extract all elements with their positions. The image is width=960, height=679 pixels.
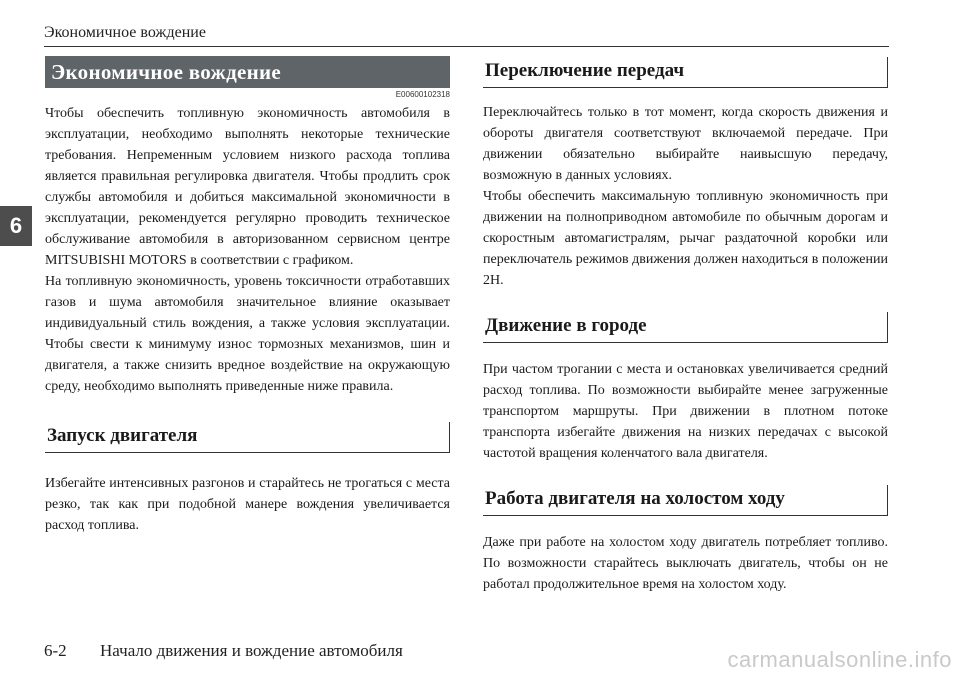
header-rule [44, 46, 889, 47]
running-head-title: Экономичное вождение [44, 24, 206, 41]
gear-shift-text: Переключайтесь только в тот момент, когда скорость движения и обороты двигателя соответствуют включаемой передаче. При движении обязательно выбирайте наивысшую передачу, возможную в данных условиях. Чтобы обеспечить максимальную топливную экономичность при движении на полноприводном автомобиле по обычным дорогам и скоростным автомагистралям, рычаг раздаточной коробки или переключатель режимов движения должен находиться в положении 2H. [483, 105, 888, 288]
section-heading-gear-shift [483, 56, 888, 88]
chapter-tab: 6 [0, 206, 32, 246]
document-code: E00600102318 [395, 90, 450, 99]
main-title-bar [45, 56, 450, 88]
section-heading-engine-start [45, 421, 450, 453]
right-column [483, 56, 888, 595]
section-heading-city-driving [483, 311, 888, 343]
footer-section-title: Начало движения и вождение автомобиля [100, 641, 403, 660]
city-driving-heading: Движение в городе [485, 315, 647, 336]
gear-shift-heading: Переключение передач [485, 60, 685, 81]
idling-heading: Работа двигателя на холостом ходу [485, 488, 785, 509]
engine-start-text: Избегайте интенсивных разгонов и старайтесь не трогаться с места резко, так как при подобной манере вождения увеличивается расход топлива. [45, 476, 450, 533]
left-column [45, 56, 450, 536]
watermark-text: carmanualsonline.info [727, 647, 952, 672]
idling-text: Даже при работе на холостом ходу двигатель потребляет топливо. По возможности старайтесь выключать двигатель, чтобы он не работал продолжительное время на холостом ходу. [483, 535, 888, 592]
page-number: 6-2 [44, 641, 67, 660]
section-heading-idling [483, 484, 888, 516]
city-driving-text: При частом трогании с места и остановках увеличивается средний расход топлива. По возможности выбирайте менее загруженные транспортом маршруты. При движении в плотном потоке транспорта избегайте движения на низких передачах с высокой частотой вращения коленчатого вала двигателя. [483, 362, 888, 461]
engine-start-heading: Запуск двигателя [47, 425, 198, 446]
main-title: Экономичное вождение [51, 59, 282, 84]
intro-text: Чтобы обеспечить топливную экономичность автомобиля в эксплуатации, необходимо выполнять некоторые технические требования. Непременным условием низкого расхода топлива является правильная регулировка двигателя. Чтобы продлить срок службы автомобиля и добиться максимальной экономичности в эксплуатации, рекомендуется регулярно проводить техническое обслуживание автомобиля в авторизованном сервисном центре MITSUBISHI MOTORS в соответствии с графиком. На топливную экономичность, уровень токсичности отработавших газов и шума автомобиля значительное влияние оказывает индивидуальный стиль вождения, а также условия эксплуатации. Чтобы свести к минимуму износ тормозных механизмов, шин и двигателя, а также снизить вредное воздействие на окружающую среду, необходимо выполнять приведенные ниже правила. [45, 106, 450, 394]
